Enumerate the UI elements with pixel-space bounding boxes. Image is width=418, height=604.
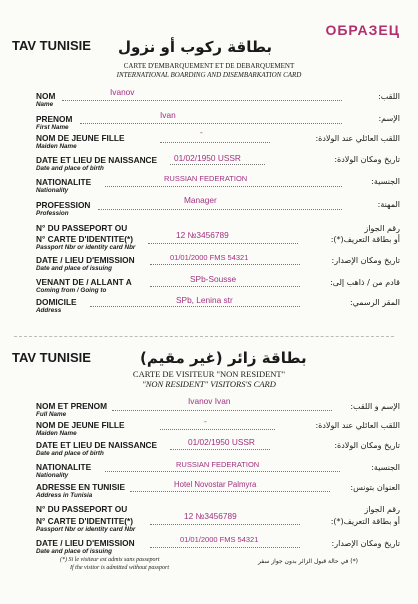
card1-address-value[interactable]: SPb, Lenina str	[176, 295, 233, 305]
entry-line	[90, 306, 300, 307]
footnote-fr: (*) Si le visiteur est admis sans passeport	[60, 557, 160, 563]
card1-label-fr: NOM	[36, 91, 56, 101]
card1-arabic-title: بطاقة ركوب أو نزول	[118, 38, 273, 56]
card1-label-ar: تاريخ ومكان الإصدار:	[331, 256, 400, 265]
card1-label-ar: قادم من / ذاهب إلى:	[330, 278, 400, 287]
entry-line	[150, 524, 300, 525]
card1-label-ar: المقر الرسمي:	[349, 298, 400, 307]
card2-issue-value[interactable]: 01/01/2000 FMS 54321	[180, 535, 259, 544]
card2-label-ar: الإسم و اللقب:	[350, 402, 400, 411]
card1-label-fr: NOM DE JEUNE FILLE	[36, 133, 125, 143]
card2-label-fr: ADRESSE EN TUNISIE	[36, 482, 125, 492]
card2-nationality-value[interactable]: RUSSIAN FEDERATION	[176, 460, 260, 469]
card2-birth-value[interactable]: 01/02/1950 USSR	[188, 437, 255, 447]
card1-nationality-value[interactable]: RUSSIAN FEDERATION	[164, 174, 248, 183]
entry-line	[150, 286, 300, 287]
entry-line	[112, 410, 332, 411]
card2-label-fr: N° CARTE D'IDENTITE(*)	[36, 516, 134, 526]
card2-fullname-value[interactable]: Ivanov Ivan	[188, 396, 231, 406]
card1-label-ar: اللقب العائلي عند الولادة:	[315, 134, 400, 143]
card-divider	[14, 336, 394, 337]
card2-maiden-value[interactable]: -	[204, 416, 207, 426]
entry-line	[160, 429, 275, 430]
entry-line	[80, 123, 342, 124]
card1-label-fr: DOMICILE	[36, 297, 77, 307]
card1-label-ar: الإسم:	[378, 114, 400, 123]
card2-label-en: Passport Nbr or identity card Nbr	[36, 526, 136, 533]
card1-label-ar: أو بطاقة التعريف(*):	[330, 235, 400, 244]
card1-label-fr: PROFESSION	[36, 200, 91, 210]
card2-label-en: Address in Tunisia	[36, 492, 93, 499]
card2-subtitle-fr: CARTE DE VISITEUR "NON RESIDENT"	[132, 369, 286, 379]
card1-name-value[interactable]: Ivanov	[110, 87, 135, 97]
entry-line	[98, 209, 342, 210]
card1-label-en: First Name	[36, 124, 69, 131]
entry-line	[150, 547, 300, 548]
card1-subtitle-en: INTERNATIONAL BOARDING AND DISEMBARKATION CARD	[116, 71, 302, 79]
entry-line	[170, 164, 265, 165]
card2-arabic-title: بطاقة زائر (غير مقيم)	[140, 349, 307, 367]
card1-label-fr: PRENOM	[36, 114, 73, 124]
card2-label-en: Date and place of birth	[36, 450, 104, 457]
card2-tunisia-address-value[interactable]: Hotel Novostar Palmyra	[174, 480, 257, 489]
card1-label-en: Date and place of issuing	[36, 265, 112, 272]
card1-label-fr: DATE / LIEU D'EMISSION	[36, 255, 135, 265]
card1-label-ar: رقم الجواز	[364, 224, 400, 233]
card2-label-en: Nationality	[36, 472, 69, 479]
card1-label-en: Date and place of birth	[36, 165, 104, 172]
card1-label-fr: N° DU PASSEPORT OU	[36, 223, 128, 233]
entry-line	[148, 243, 298, 244]
card2-label-fr: DATE / LIEU D'EMISSION	[36, 538, 135, 548]
card1-label-en: Maiden Name	[36, 143, 77, 150]
entry-line	[170, 449, 270, 450]
card2-label-ar: العنوان بتونس:	[350, 483, 400, 492]
card2-label-en: Date and place of issuing	[36, 548, 112, 555]
card2-label-en: Maiden Name	[36, 430, 77, 437]
card2-passport-value[interactable]: 12 №3456789	[184, 511, 237, 521]
footnote-en: If the visitor is admitted without passport	[70, 565, 170, 571]
card2-subtitle-en: "NON RESIDENT" VISITORS'S CARD	[142, 379, 276, 389]
sample-stamp: ОБРАЗЕЦ	[325, 22, 400, 38]
entry-line	[130, 491, 330, 492]
card1-route-value[interactable]: SPb-Sousse	[190, 274, 237, 284]
card1-label-fr: DATE ET LIEU DE NAISSANCE	[36, 155, 158, 165]
card1-maiden-value[interactable]: -	[200, 127, 203, 137]
entry-line	[105, 186, 342, 187]
footnote-ar: (*) في حالة قبول الزائر بدون جواز سفر	[258, 558, 358, 565]
card2-label-ar: أو بطاقة التعريف(*):	[330, 517, 400, 526]
card1-label-fr: N° CARTE D'IDENTITE(*)	[36, 234, 134, 244]
card1-label-en: Profession	[36, 210, 69, 217]
card1-label-fr: NATIONALITE	[36, 177, 92, 187]
card1-passport-value[interactable]: 12 №3456789	[176, 230, 229, 240]
card2-label-fr: NOM ET PRENOM	[36, 401, 107, 411]
card2-label-ar: رقم الجواز	[364, 505, 400, 514]
card1-birth-value[interactable]: 01/02/1950 USSR	[174, 153, 241, 163]
card2-label-ar: تاريخ ومكان الولادة:	[334, 441, 400, 450]
card1-label-en: Address	[36, 307, 62, 314]
card1-label-ar: الجنسية:	[371, 177, 400, 186]
card1-label-en: Passport Nbr or identity card Nbr	[36, 244, 136, 251]
card2-label-fr: N° DU PASSEPORT OU	[36, 504, 128, 514]
card1-label-ar: اللقب:	[378, 92, 400, 101]
card2-label-fr: DATE ET LIEU DE NAISSANCE	[36, 440, 158, 450]
card2-label-en: Full Name	[36, 411, 67, 418]
card2-brand: TAV TUNISIE	[12, 350, 91, 365]
card1-profession-value[interactable]: Manager	[184, 195, 217, 205]
card2-label-fr: NATIONALITE	[36, 462, 92, 472]
card1-firstname-value[interactable]: Ivan	[160, 110, 176, 120]
card2-label-ar: الجنسية:	[371, 463, 400, 472]
card1-label-en: Nationality	[36, 187, 69, 194]
entry-line	[105, 471, 340, 472]
card1-label-en: Coming from / Going to	[36, 287, 107, 294]
entry-line	[150, 264, 300, 265]
card1-label-ar: تاريخ ومكان الولادة:	[334, 155, 400, 164]
card1-label-fr: VENANT DE / ALLANT A	[36, 277, 132, 287]
entry-line	[62, 100, 342, 101]
card1-subtitle-fr: CARTE D'EMBARQUEMENT ET DE DEBARQUEMENT	[123, 62, 295, 70]
card1-brand: TAV TUNISIE	[12, 38, 91, 53]
card2-label-fr: NOM DE JEUNE FILLE	[36, 420, 125, 430]
card1-issue-value[interactable]: 01/01/2000 FMS 54321	[170, 253, 249, 262]
card2-label-ar: اللقب العائلي عند الولادة:	[315, 421, 400, 430]
entry-line	[160, 142, 270, 143]
card2-label-ar: تاريخ ومكان الإصدار:	[331, 539, 400, 548]
card1-label-en: Name	[36, 101, 54, 108]
card1-label-ar: المهنة:	[377, 200, 400, 209]
